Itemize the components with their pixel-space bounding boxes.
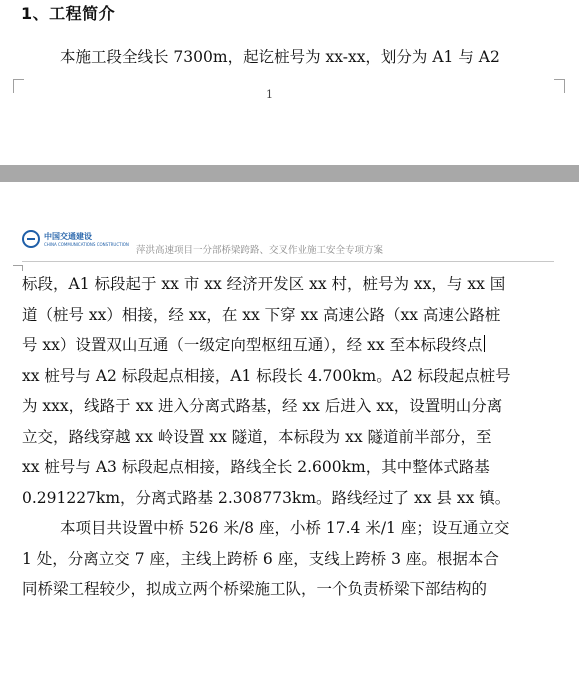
text-line-with-cursor	[22, 330, 511, 361]
text-line: 同桥梁工程较少，拟成立两个桥梁施工队，一个负责桥梁下部结构的	[22, 580, 488, 598]
crop-mark-left	[13, 265, 23, 267]
text-line: 道（桩号 xx）相接，经 xx，在 xx 下穿 xx 高速公路（xx 高速公路桩	[22, 305, 501, 324]
page-number: 1	[266, 88, 273, 101]
company-logo	[22, 230, 129, 248]
text-line: 标段，A1 标段起于 xx 市 xx 经济开发区 xx 村，桩号为 xx，与 xx 国	[22, 275, 506, 293]
logo-english: CHINA COMMUNICATIONS CONSTRUCTION	[44, 242, 129, 247]
text-line: 号 xx）设置双山互通（一级定向型枢纽互通），经 xx 至本标段终点	[22, 336, 483, 354]
document-page-2	[0, 182, 579, 677]
text-cursor	[484, 335, 485, 352]
text-line: 0.291227km，分离式路基 2.308773km。路线经过了 xx 县 xx 镇。	[22, 488, 511, 507]
crop-mark-right	[554, 79, 565, 93]
text-line: 为 xxx，线路于 xx 进入分离式路基，经 xx 后进入 xx，设置明山分离	[22, 397, 503, 415]
body-text[interactable]	[22, 269, 511, 605]
paragraph-line: 本施工段全线长 7300m，起讫桩号为 xx-xx，划分为 A1 与 A2	[60, 48, 500, 66]
crop-mark-left	[13, 79, 24, 93]
text-line: xx 桩号与 A3 标段起点相接，路线全长 2.600km，其中整体式路基	[22, 458, 490, 476]
text-line: 1 处，分离立交 7 座，主线上跨桥 6 座，支线上跨桥 3 座。根据本合	[22, 549, 499, 568]
text-line: 本项目共设置中桥 526 米/8 座，小桥 17.4 米/1 座；设互通立交	[60, 519, 510, 537]
running-header-title: 萍洪高速项目一分部桥梁跨路、交叉作业施工安全专项方案	[136, 245, 384, 256]
logo-icon	[22, 230, 40, 248]
text-line: 立交，路线穿越 xx 岭设置 xx 隧道，本标段为 xx 隧道前半部分，至	[22, 427, 492, 446]
header-rule	[22, 261, 554, 262]
document-page-1	[0, 0, 579, 165]
logo-name: 中国交通建设	[44, 232, 92, 241]
text-line: xx 桩号与 A2 标段起点相接，A1 标段长 4.700km。A2 标段起点桩号	[22, 366, 511, 385]
page-gap	[0, 165, 579, 182]
section-heading: 1、工程简介	[21, 4, 116, 23]
